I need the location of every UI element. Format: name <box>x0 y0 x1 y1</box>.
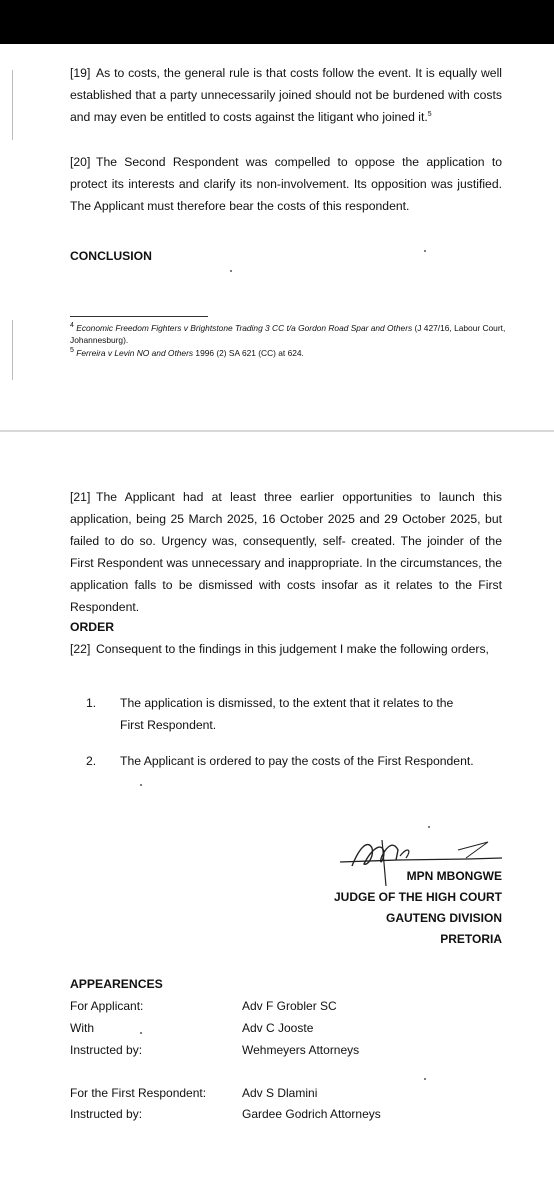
appearance-label: For the First Respondent: <box>70 1086 207 1100</box>
appearance-label: With <box>70 1021 94 1035</box>
appearance-value: Adv C Jooste <box>242 1021 314 1035</box>
paragraph-number: [21] <box>70 490 91 504</box>
appearance-label: For Applicant: <box>70 999 144 1013</box>
paragraph-text: The Applicant had at least three earlier opportunities to launch this application, being 25 March 2025, 16 October 2025 and 29 October 2025, but failed to do so. Urgency was, consequently, self- created. The joinder of the First Respondent was unnecessary and inappropriate. In the circumstances, the application falls to be dismissed with costs insofar as it relates to the First Respondent. <box>70 490 502 614</box>
paragraph-22 <box>70 638 502 660</box>
scan-speck <box>424 1078 426 1080</box>
appearance-label: Instructed by: <box>70 1043 143 1057</box>
order-item-number: 1. <box>86 696 97 710</box>
signature-block <box>334 866 502 950</box>
paragraph-number: [20] <box>70 155 91 169</box>
paragraph-text: The Second Respondent was compelled to oppose the application to protect its interests and clarify its non-involvement. Its opposition was justified. The Applicant must therefore bear the costs of this respondent. <box>70 155 502 213</box>
order-item-number: 2. <box>86 754 97 768</box>
footnote-ref: 5 <box>427 110 432 118</box>
order-item-text: The Applicant is ordered to pay the costs of the First Respondent. <box>120 754 474 768</box>
scan-speck <box>230 270 232 272</box>
judge-name: MPN MBONGWE <box>406 869 502 883</box>
appearance-value: Gardee Godrich Attorneys <box>242 1107 381 1121</box>
conclusion-heading: CONCLUSION <box>70 249 152 263</box>
paragraph-number: [22] <box>70 642 91 656</box>
court-location: PRETORIA <box>440 932 502 946</box>
scan-speck <box>140 784 142 786</box>
appearances-heading: APPEARENCES <box>70 977 163 991</box>
footnote-citation: 1996 (2) SA 621 (CC) at 624. <box>193 348 304 358</box>
footnote-5 <box>70 347 510 359</box>
scan-margin-mark <box>12 320 13 380</box>
paragraph-20 <box>70 151 502 217</box>
scan-speck <box>140 1032 142 1034</box>
appearance-value: Adv F Grobler SC <box>242 999 337 1013</box>
paragraph-19 <box>70 62 502 128</box>
appearance-value: Adv S Dlamini <box>242 1086 318 1100</box>
court-division: GAUTENG DIVISION <box>385 911 502 925</box>
appearance-value: Wehmeyers Attorneys <box>242 1043 360 1057</box>
paragraph-number: [19] <box>70 66 91 80</box>
status-bar <box>0 0 554 44</box>
footnote-divider <box>70 316 208 317</box>
order-item-text: The application is dismissed, to the extent that it relates to the First Respondent. <box>120 696 454 732</box>
order-heading: ORDER <box>70 620 115 634</box>
footnote-4 <box>70 322 510 346</box>
paragraph-text: Consequent to the findings in this judgement I make the following orders, <box>96 642 489 656</box>
scan-margin-mark <box>12 70 13 140</box>
footnote-case-name: Ferreira v Levin NO and Others <box>76 348 194 358</box>
paragraph-text: As to costs, the general rule is that costs follow the event. It is equally well established that a party unnecessarily joined should not be burdened with costs and may even be entitled to costs against the litigant who joined it. <box>70 66 502 124</box>
judge-title: JUDGE OF THE HIGH COURT <box>333 890 502 904</box>
footnote-case-name: Economic Freedom Fighters v Brightstone Trading 3 CC t/a Gordon Road Spar and Others <box>76 323 413 333</box>
appearance-label: Instructed by: <box>70 1107 143 1121</box>
scan-speck <box>424 250 426 252</box>
paragraph-21 <box>70 486 502 618</box>
footnote-mark: 5 <box>70 347 74 355</box>
footnote-citation: (J 427/16, Labour Court, Johannesburg). <box>70 323 506 345</box>
footnote-mark: 4 <box>70 322 74 330</box>
scan-speck <box>428 826 430 828</box>
